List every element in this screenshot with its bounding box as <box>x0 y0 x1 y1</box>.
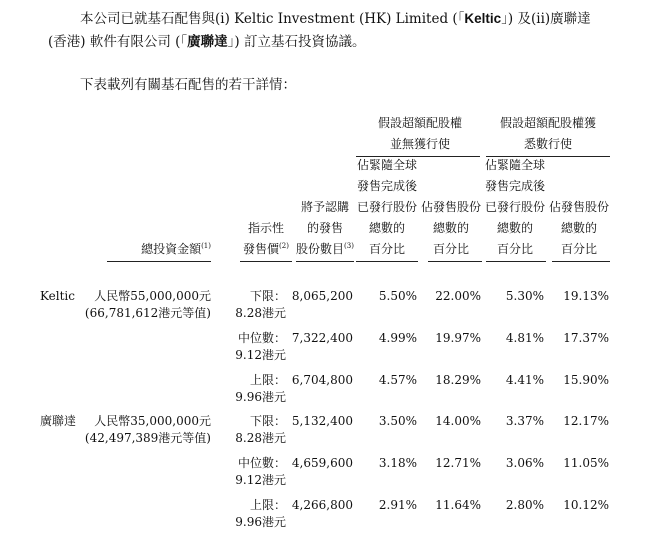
col-header-indicative-price <box>240 218 292 260</box>
col-header-pct-offer-a <box>420 197 482 260</box>
pct-cell: 15.90% <box>563 373 609 387</box>
pct-cell: 19.13% <box>563 289 609 303</box>
col-header-line: 佔發售股份 <box>548 200 609 214</box>
pct-cell: 11.64% <box>435 498 481 512</box>
pct-cell: 5.30% <box>505 289 544 303</box>
group-header-line: 悉數行使 <box>523 137 572 151</box>
col-header-line: 佔緊隨全球 <box>484 158 545 172</box>
price-value: 9.96港元 <box>235 515 286 529</box>
col-header-line: 已發行股份 <box>484 200 545 214</box>
investment-amount <box>85 413 211 447</box>
pct-cell: 3.37% <box>505 414 544 428</box>
pct-cell: 5.50% <box>378 289 417 303</box>
pct-cell: 10.12% <box>563 498 609 512</box>
intro-text: 本公司已就基石配售與(i) Keltic Investment (HK) Limited (「 <box>80 11 465 27</box>
footnote-marker: (1) <box>201 242 211 250</box>
price-cell <box>235 413 286 447</box>
price-label: 上限： <box>249 373 286 387</box>
col-header-line: 將予認購 <box>300 200 349 214</box>
amount-hkd-equivalent: (42,497,389港元等值) <box>84 431 211 445</box>
col-header-line: 總數的 <box>496 221 533 235</box>
intro-line-2 <box>48 31 365 53</box>
group-header-line: 假設超額配股權 <box>377 116 462 130</box>
col-header-line: 的發售 <box>306 221 343 235</box>
pct-cell: 2.91% <box>378 498 417 512</box>
price-cell <box>235 288 286 322</box>
col-header-line: 佔緊隨全球 <box>356 158 417 172</box>
shares-cell: 6,704,800 <box>291 373 353 387</box>
col-header-line: 發售價 <box>243 242 280 256</box>
col-header-line: 百分比 <box>368 242 405 256</box>
pct-cell: 4.57% <box>378 373 417 387</box>
amount-rmb: 人民幣55,000,000元 <box>94 289 211 303</box>
shares-cell: 5,132,400 <box>291 414 353 428</box>
col-underline <box>296 261 354 262</box>
col-underline <box>486 261 546 262</box>
col-header-pct-global-a <box>356 155 418 260</box>
pct-cell: 4.41% <box>505 373 544 387</box>
price-label: 中位數： <box>237 331 286 345</box>
pct-cell: 2.80% <box>505 498 544 512</box>
price-label: 上限： <box>249 498 286 512</box>
investor-name: Keltic <box>40 289 75 303</box>
intro-line-1 <box>80 8 591 30</box>
pct-cell: 12.17% <box>563 414 609 428</box>
investor-name: 廣聯達 <box>40 414 77 428</box>
col-header-line: 百分比 <box>560 242 597 256</box>
col-header-shares <box>296 197 354 260</box>
group-header-full-overallot <box>486 113 610 155</box>
pct-cell: 11.05% <box>563 456 609 470</box>
col-header-line: 股份數目 <box>296 242 345 256</box>
pct-cell: 3.06% <box>505 456 544 470</box>
intro-text: 」) 訂立基石投資協議。 <box>227 34 366 50</box>
pct-cell: 18.29% <box>435 373 481 387</box>
col-header-line: 佔發售股份 <box>420 200 481 214</box>
shares-cell: 4,659,600 <box>291 456 353 470</box>
col-header-line: 總數的 <box>432 221 469 235</box>
col-header-line: 百分比 <box>432 242 469 256</box>
pct-cell: 14.00% <box>435 414 481 428</box>
price-value: 9.12港元 <box>235 348 286 362</box>
col-underline <box>428 261 482 262</box>
price-value: 9.12港元 <box>235 473 286 487</box>
price-cell <box>235 330 286 364</box>
col-underline <box>356 261 418 262</box>
pct-cell: 17.37% <box>563 331 609 345</box>
intro-line-3: 下表載列有關基石配售的若干詳情： <box>80 77 296 93</box>
col-header-line: 百分比 <box>496 242 533 256</box>
col-underline <box>107 261 211 262</box>
col-underline <box>552 261 610 262</box>
group-header-line: 假設超額配股權獲 <box>499 116 596 130</box>
col-underline <box>240 261 292 262</box>
shares-cell: 8,065,200 <box>291 289 353 303</box>
col-header-line: 已發行股份 <box>356 200 417 214</box>
price-label: 下限： <box>249 289 286 303</box>
shares-cell: 4,266,800 <box>291 498 353 512</box>
price-cell <box>235 372 286 406</box>
footnote-marker: (2) <box>279 242 289 250</box>
pct-cell: 12.71% <box>435 456 481 470</box>
investment-amount <box>85 288 211 322</box>
pct-cell: 19.97% <box>435 331 481 345</box>
col-header-line: 總數的 <box>368 221 405 235</box>
price-value: 8.28港元 <box>235 306 286 320</box>
col-header-text: 總投資金額 <box>141 242 202 256</box>
pct-cell: 3.50% <box>378 414 417 428</box>
price-value: 9.96港元 <box>235 390 286 404</box>
col-header-total-investment <box>100 239 211 260</box>
footnote-marker: (3) <box>344 242 354 250</box>
pct-cell: 4.81% <box>505 331 544 345</box>
col-header-pct-global-b <box>484 155 546 260</box>
pct-cell: 4.99% <box>378 331 417 345</box>
amount-hkd-equivalent: (66,781,612港元等值) <box>84 306 211 320</box>
pct-cell: 3.18% <box>378 456 417 470</box>
pct-cell: 22.00% <box>435 289 481 303</box>
intro-text: (香港) 軟件有限公司 (「 <box>48 34 188 50</box>
group-header-line: 並無獲行使 <box>389 137 450 151</box>
price-cell <box>235 497 286 531</box>
col-header-pct-offer-b <box>548 197 610 260</box>
intro-text: 」) 及(ii)廣聯達 <box>501 11 591 27</box>
price-cell <box>235 455 286 489</box>
glodon-defined-term: 廣聯達 <box>187 34 228 49</box>
group-header-no-overallot <box>360 113 480 155</box>
amount-rmb: 人民幣35,000,000元 <box>94 414 211 428</box>
col-header-line: 發售完成後 <box>356 179 417 193</box>
col-header-line: 發售完成後 <box>484 179 545 193</box>
col-header-line: 指示性 <box>247 221 284 235</box>
price-label: 下限： <box>249 414 286 428</box>
col-header-line: 總數的 <box>560 221 597 235</box>
price-value: 8.28港元 <box>235 431 286 445</box>
shares-cell: 7,322,400 <box>291 331 353 345</box>
price-label: 中位數： <box>237 456 286 470</box>
keltic-defined-term: Keltic <box>464 11 502 26</box>
